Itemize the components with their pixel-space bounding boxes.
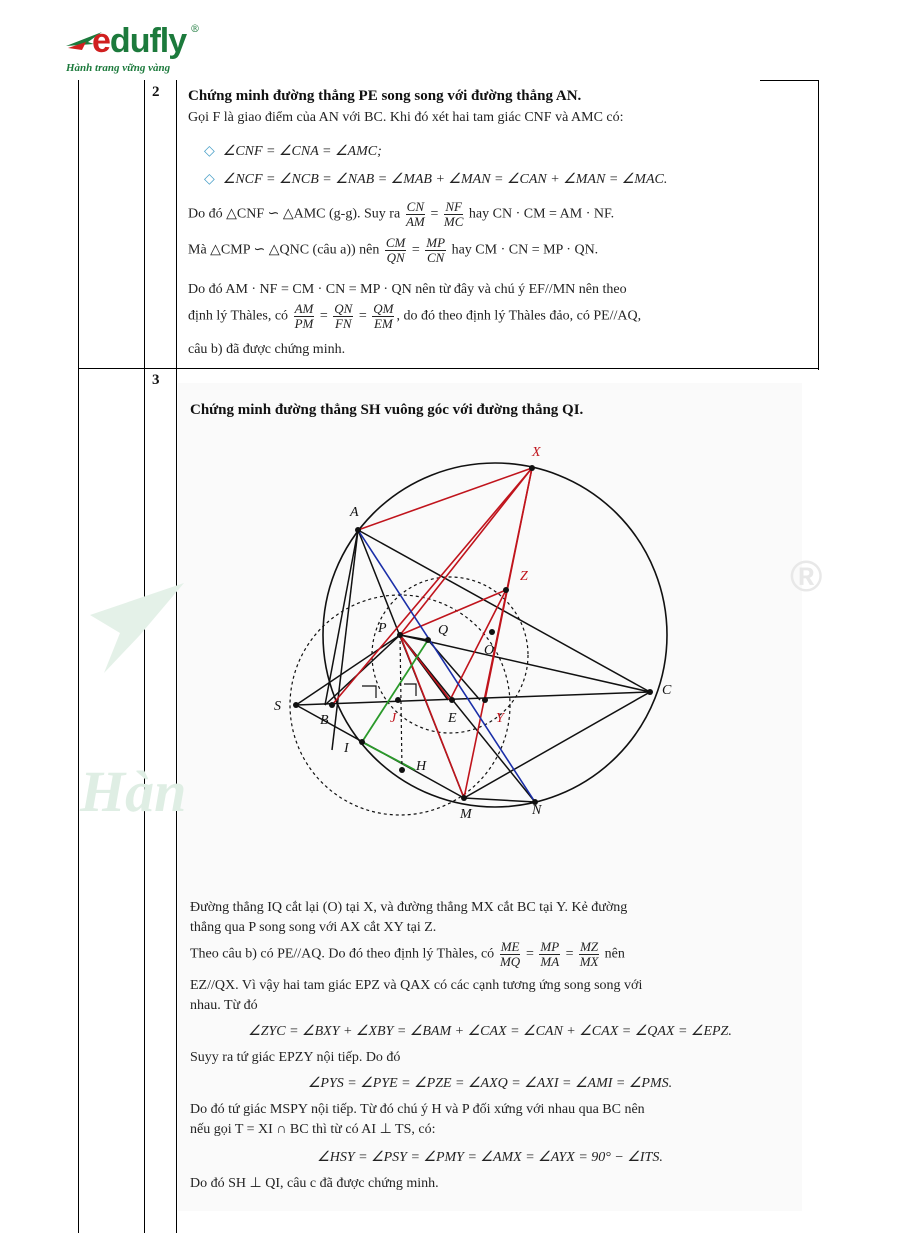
fraction: $\frac{QM}{EM}$ xyxy=(373,301,394,331)
row-number-3: 3 xyxy=(152,372,160,388)
part3-para-2: thẳng qua P song song với AX cắt XY tại Z. xyxy=(190,920,437,935)
registered-mark: ® xyxy=(190,24,200,35)
point xyxy=(329,702,335,708)
point xyxy=(529,465,535,471)
part3-para-5: nhau. Từ đó xyxy=(190,998,258,1013)
line-red xyxy=(485,468,532,700)
point xyxy=(461,795,467,801)
line-black xyxy=(296,692,650,705)
watermark-text: Hàn xyxy=(80,759,187,824)
label-J: J xyxy=(390,711,397,726)
part2-bullet-2: ◇ ∠NCF = ∠NCB = ∠NAB = ∠MAB + ∠MAN = ∠CAN + ∠MAN = ∠MAC. xyxy=(204,172,668,187)
label-Q: Q xyxy=(438,623,449,638)
logo-tagline: Hành trang vững vàng xyxy=(66,62,171,74)
point xyxy=(489,629,495,635)
part3-title: Chứng minh đường thẳng SH vuông góc với đường thẳng QI. xyxy=(190,402,584,418)
fraction: $\frac{AM}{PM}$ xyxy=(294,301,314,331)
table-left-border xyxy=(78,80,79,1233)
watermark-registered: ® xyxy=(790,552,823,601)
table-row-divider xyxy=(78,368,818,369)
part3-para-1: Đường thẳng IQ cắt lại (O) tại X, và đường thẳng MX cắt BC tại Y. Kẻ đường xyxy=(190,900,628,915)
fraction: $\frac{ME}{MQ}$ xyxy=(499,939,521,969)
point xyxy=(449,697,455,703)
part3-para-3: Theo câu b) có PE//AQ. Do đó theo định lý Thàles, có $\frac{ME}{MQ}$ = $\frac{MP}{MA}$ = $\frac{MZ}{MX}$ nên xyxy=(190,939,625,969)
part3-para-4: EZ//QX. Vì vậy hai tam giác EPZ và QAX có các cạnh tương ứng song song với xyxy=(190,978,643,993)
point xyxy=(425,637,431,643)
table-top-border-right xyxy=(760,80,818,81)
fraction: $\frac{CN}{AM}$ xyxy=(405,199,425,229)
part3-equation-1: ∠ZYC = ∠BXY + ∠XBY = ∠BAM + ∠CAX = ∠CAN + ∠CAX = ∠QAX = ∠EPZ. xyxy=(248,1024,732,1039)
right-angle-mark xyxy=(404,684,416,696)
label-C: C xyxy=(662,683,672,698)
point xyxy=(293,702,299,708)
part2-line-7: câu b) đã được chứng minh. xyxy=(188,342,346,357)
part2-title: Chứng minh đường thẳng PE song song với đường thẳng AN. xyxy=(188,88,582,104)
fraction: $\frac{MZ}{MX}$ xyxy=(579,939,599,969)
label-Z: Z xyxy=(520,569,528,584)
label-E: E xyxy=(448,711,457,726)
label-O: O xyxy=(484,643,495,658)
part3-para-6: Suyy ra tứ giác EPZY nội tiếp. Do đó xyxy=(190,1050,401,1065)
line-black xyxy=(296,635,400,705)
part3-para-9: Do đó SH ⊥ QI, câu c đã được chứng minh. xyxy=(190,1176,439,1191)
part3-equation-3: ∠HSY = ∠PSY = ∠PMY = ∠AMX = ∠AYX = 90° − ∠ITS. xyxy=(317,1150,663,1165)
diamond-bullet-icon: ◇ xyxy=(204,144,215,159)
watermark-bird-icon xyxy=(80,575,190,675)
point xyxy=(503,587,509,593)
line-black xyxy=(332,530,358,750)
row-number-2: 2 xyxy=(152,84,160,100)
right-angle-mark xyxy=(362,686,376,698)
fraction: $\frac{CM}{QN}$ xyxy=(385,235,406,265)
label-X: X xyxy=(532,445,541,460)
diamond-bullet-icon: ◇ xyxy=(204,172,215,187)
part2-line-6: định lý Thàles, có $\frac{AM}{PM}$ = $\frac{QN}{FN}$ = $\frac{QM}{EM}$ , do đó theo định lý Thàles đảo, có PE//AQ, xyxy=(188,301,642,331)
fraction: $\frac{QN}{FN}$ xyxy=(334,301,353,331)
label-A: A xyxy=(350,505,359,520)
line-blue xyxy=(358,530,535,802)
part2-line-3: Do đó △CNF ∽ △AMC (g-g). Suy ra $\frac{CN}{AM}$ = $\frac{NF}{MC}$ hay CN · CM = AM · NF. xyxy=(188,199,615,229)
point xyxy=(395,697,401,703)
fraction: $\frac{MP}{CN}$ xyxy=(426,235,446,265)
part3-para-7: Do đó tứ giác MSPY nội tiếp. Từ đó chú ý H và P đối xứng với nhau qua BC nên xyxy=(190,1102,645,1117)
point xyxy=(399,767,405,773)
point xyxy=(355,527,361,533)
line-green xyxy=(362,640,428,742)
label-P: P xyxy=(378,621,387,636)
label-Y: Y xyxy=(496,711,504,726)
label-B: B xyxy=(320,713,329,728)
label-I: I xyxy=(344,741,349,756)
fraction: $\frac{NF}{MC}$ xyxy=(443,199,464,229)
logo-wordmark: edufly xyxy=(92,22,187,60)
point xyxy=(647,689,653,695)
table-right-border xyxy=(818,80,819,370)
label-M: M xyxy=(460,807,472,822)
line-red xyxy=(400,590,506,635)
label-N: N xyxy=(532,803,542,818)
point xyxy=(397,632,403,638)
part3-para-8: nếu gọi T = XI ∩ BC thì từ có AI ⊥ TS, có: xyxy=(190,1122,436,1137)
part3-equation-2: ∠PYS = ∠PYE = ∠PZE = ∠AXQ = ∠AXI = ∠AMI = ∠PMS. xyxy=(307,1076,673,1091)
geometry-figure xyxy=(270,430,710,830)
point xyxy=(359,739,365,745)
line-black xyxy=(464,798,535,802)
fraction: $\frac{MP}{MA}$ xyxy=(540,939,560,969)
edufly-logo xyxy=(62,18,222,78)
point xyxy=(482,697,488,703)
line-dotted xyxy=(400,635,402,770)
label-H: H xyxy=(416,759,427,774)
line-red xyxy=(400,468,532,635)
part2-line-5: Do đó AM · NF = CM · CN = MP · QN nên từ đây và chú ý EF//MN nên theo xyxy=(188,282,627,297)
part2-intro: Gọi F là giao điểm của AN với BC. Khi đó xét hai tam giác CNF và AMC có: xyxy=(188,110,624,125)
part2-line-4: Mà △CMP ∽ △QNC (câu a)) nên $\frac{CM}{QN}$ = $\frac{MP}{CN}$ hay CM · CN = MP · QN. xyxy=(188,235,599,265)
line-green xyxy=(362,742,415,770)
part2-bullet-1: ◇ ∠CNF = ∠CNA = ∠AMC; xyxy=(204,144,382,159)
label-S: S xyxy=(274,699,281,714)
